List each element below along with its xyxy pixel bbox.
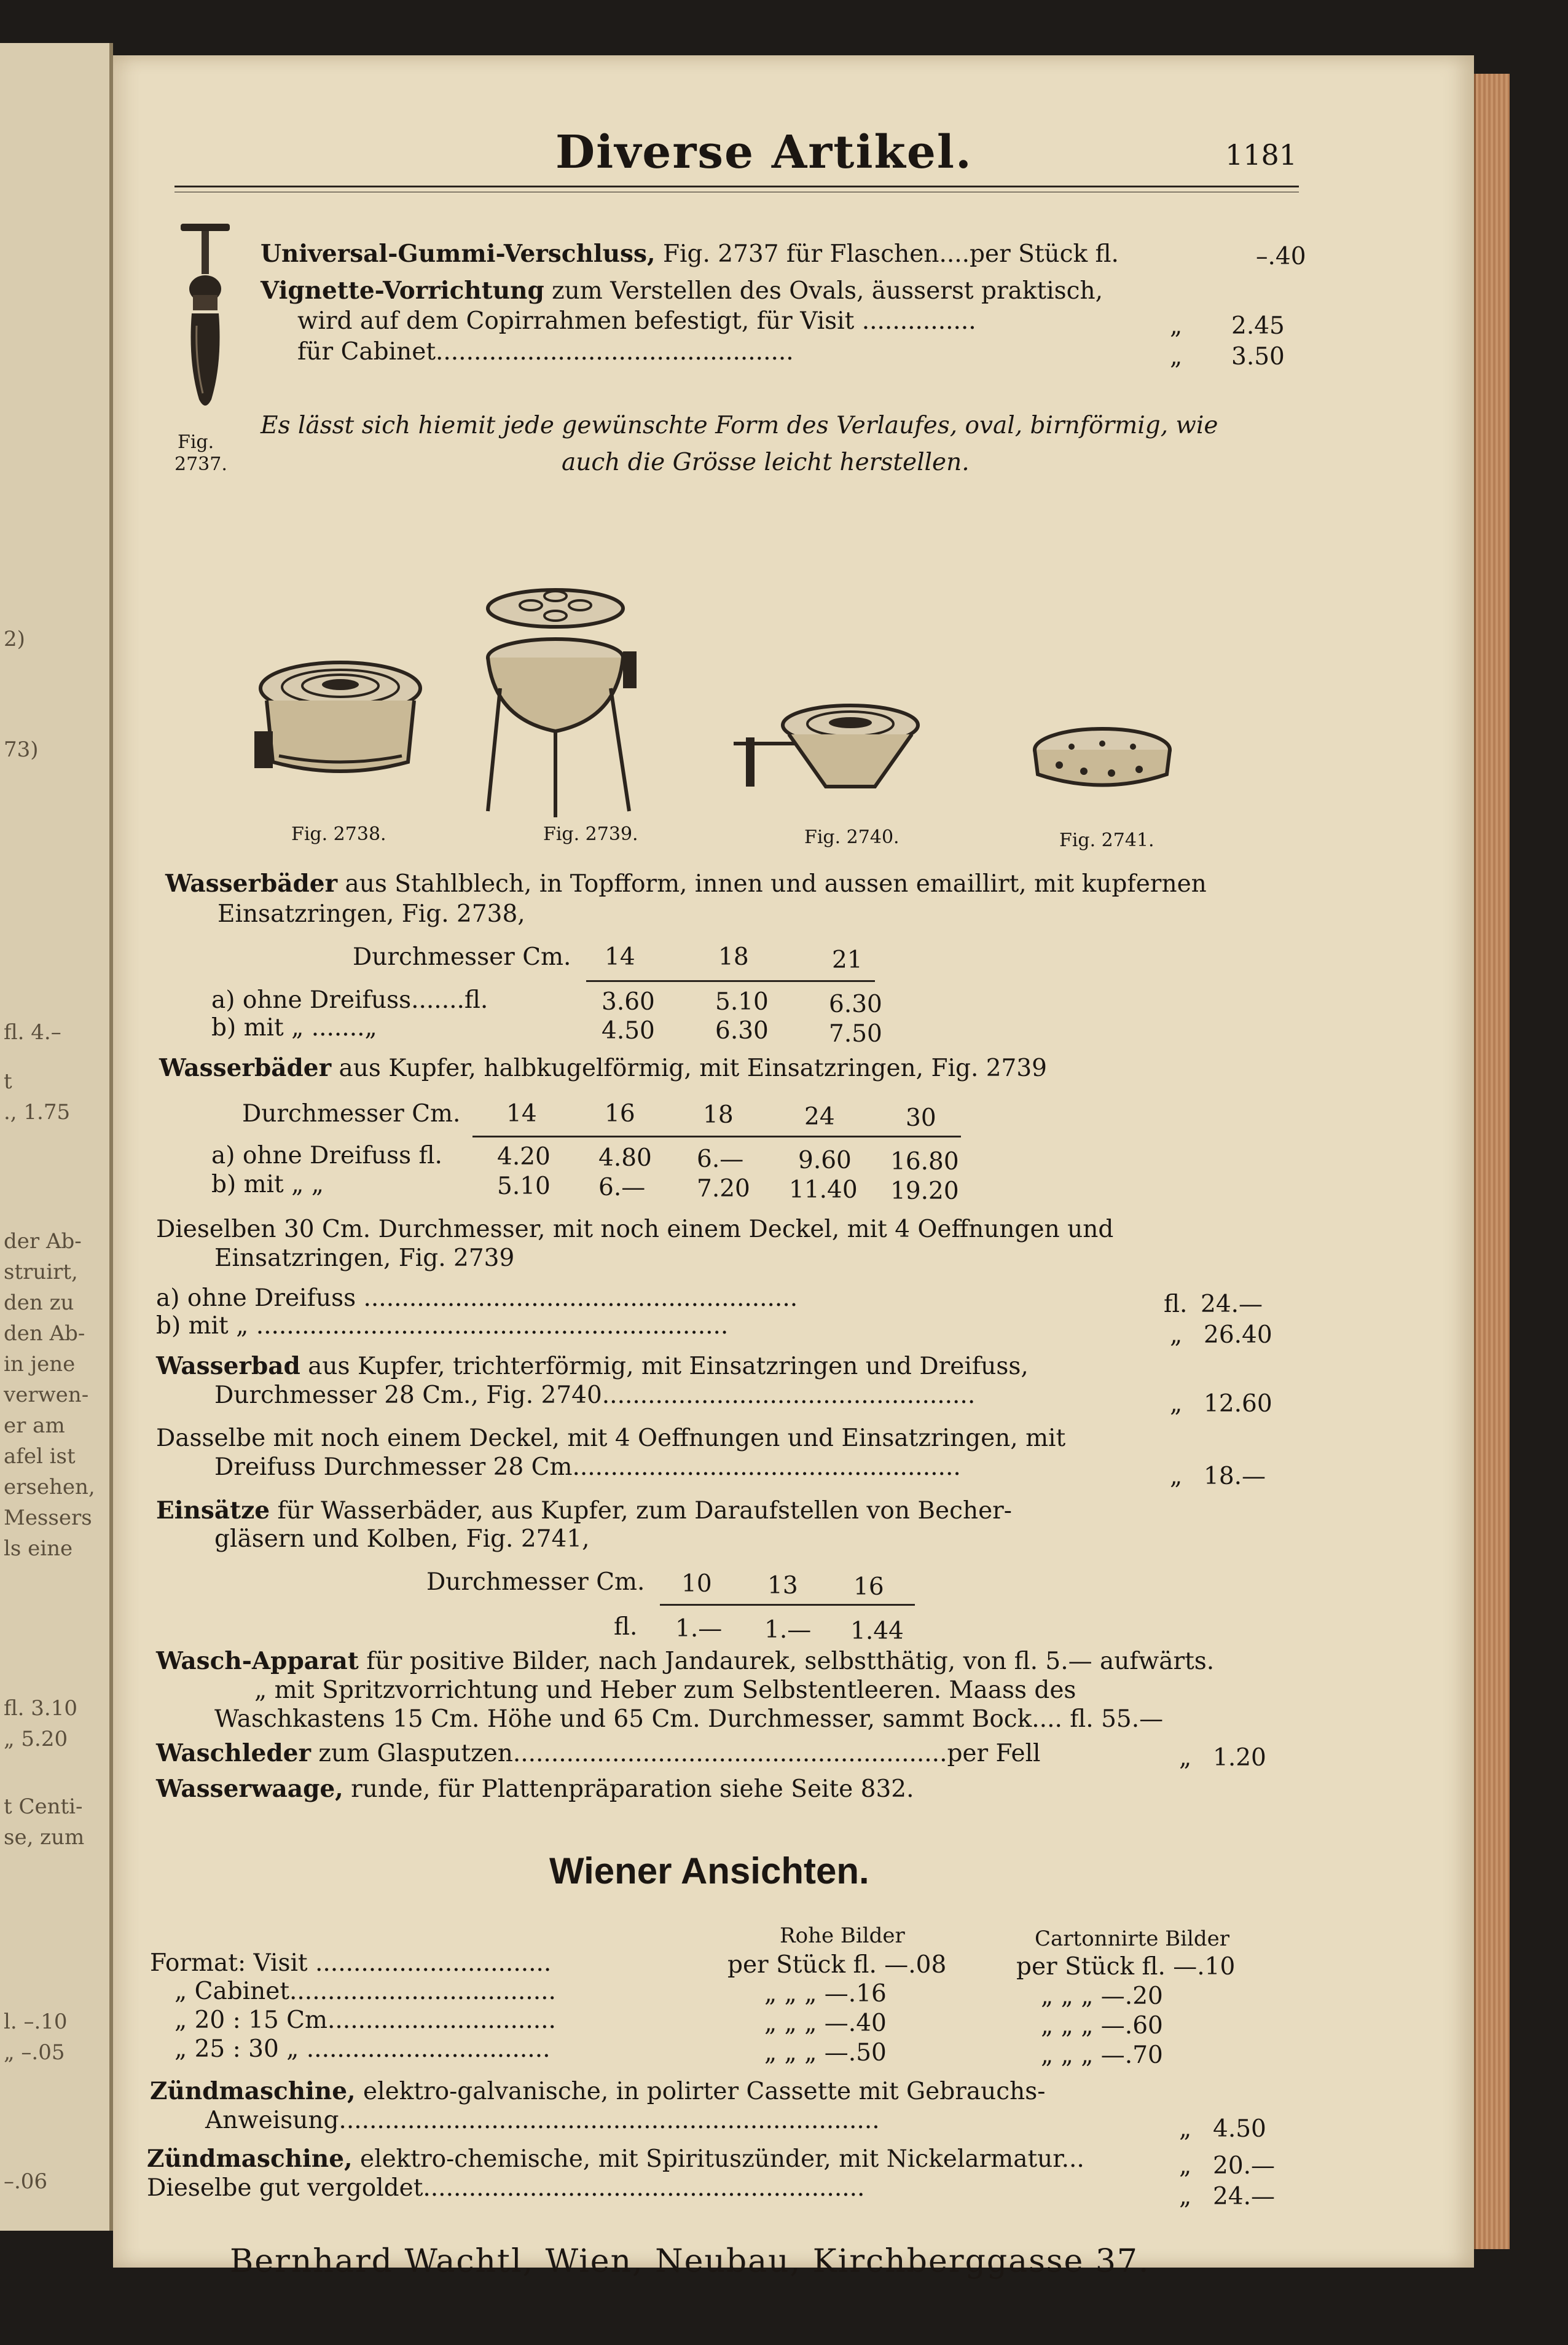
table-header: 14: [506, 1100, 537, 1128]
margin-fragment: fl. 4.–: [4, 1020, 61, 1045]
item-name: Zündmaschine,: [150, 2077, 356, 2105]
item-text: Fig. 2737 für Flaschen....per Stück fl.: [662, 240, 1119, 268]
margin-fragment: ., 1.75: [4, 1100, 71, 1125]
wiener-row-cartonnirt: per Stück fl. —.10: [1016, 1953, 1236, 1981]
table-cell: 11.40: [789, 1176, 858, 1204]
vignette-visit-price: 2.45: [1231, 312, 1285, 340]
table-cell: 6.30: [715, 1017, 769, 1045]
dieselben-line: Dieselben 30 Cm. Durchmesser, mit noch einem Deckel, mit 4 Oeffnungen und: [156, 1216, 1114, 1243]
fig-2740-label: Fig. 2740.: [804, 827, 900, 848]
margin-fragment: struirt,: [4, 1260, 78, 1284]
wasserbad-line: [156, 1352, 1029, 1380]
item-text: runde, für Plattenpräparation siehe Seite 832.: [351, 1775, 914, 1803]
table-header: 18: [718, 943, 749, 971]
table-cell: 7.50: [829, 1020, 882, 1048]
fig-2737-label: Fig.: [178, 431, 214, 453]
vignette-cabinet-price: 3.50: [1231, 343, 1285, 371]
margin-fragment: 2): [4, 627, 25, 651]
item-text: zum Glasputzen.........................................................per Fell: [318, 1740, 1041, 1767]
margin-fragment: „ 5.20: [4, 1727, 68, 1751]
item-name: Vignette-Vorrichtung: [261, 277, 544, 305]
vignette-visit: wird auf dem Copirrahmen befestigt, für Visit ...............: [297, 307, 976, 335]
table-header: 14: [605, 943, 635, 971]
vignette-cabinet: für Cabinet...............................................: [297, 338, 794, 366]
margin-fragment: der Ab-: [4, 1229, 82, 1254]
zuendmaschine-vergoldet-ditto: „: [1179, 2183, 1192, 2210]
col-header-cartonnirte: Cartonnirte Bilder: [1035, 1927, 1230, 1951]
margin-fragment: se, zum: [4, 1825, 85, 1850]
table-cell: 5.10: [715, 988, 769, 1016]
fig-2739-water-bath: [488, 590, 637, 817]
table-cell: 19.20: [890, 1177, 959, 1205]
item-name: Waschleder: [156, 1739, 311, 1767]
item-text: zum Verstellen des Ovals, äusserst praktisch,: [552, 277, 1103, 305]
item-name: Wasserbäder: [159, 1054, 332, 1082]
margin-fragment: t: [4, 1069, 12, 1094]
table-header: 13: [767, 1572, 798, 1600]
dieselben-b-ditto: „: [1170, 1321, 1183, 1349]
item-text: für Wasserbäder, aus Kupfer, zum Daraufstellen von Becher-: [277, 1497, 1012, 1525]
item-text: aus Kupfer, trichterförmig, mit Einsatzringen und Dreifuss,: [308, 1353, 1029, 1380]
margin-fragment: den zu: [4, 1290, 74, 1315]
vignette-line: [261, 277, 1103, 305]
table-header: 30: [906, 1104, 936, 1132]
wiener-row-cartonnirt: „ „ „ —.60: [1041, 2012, 1163, 2040]
margin-fragment: ersehen,: [4, 1475, 95, 1499]
item-name: Wasserbäder: [165, 870, 338, 898]
zuendmaschine-chemisch-ditto: „: [1179, 2152, 1192, 2180]
table-cell: 5.10: [497, 1172, 551, 1200]
row-label: a) ohne Dreifuss.......fl.: [211, 986, 488, 1014]
wiener-row-label: „ 25 : 30 „ ................................: [174, 2035, 551, 2063]
margin-fragment: ls eine: [4, 1536, 73, 1561]
margin-fragment: fl. 3.10: [4, 1696, 77, 1721]
wiener-row-cartonnirt: „ „ „ —.70: [1041, 2041, 1163, 2069]
wasserbaeder-kupfer-line: [159, 1054, 1047, 1082]
dieselben-a: a) ohne Dreifuss .........................................................: [156, 1284, 798, 1312]
margin-fragment: –.06: [4, 2169, 48, 2194]
dieselben-line-2: Einsatzringen, Fig. 2739: [214, 1244, 515, 1272]
margin-fragment: er am: [4, 1413, 65, 1438]
item-name: Einsätze: [156, 1496, 270, 1525]
row-label: fl.: [614, 1613, 638, 1641]
fig-2739-label: Fig. 2739.: [543, 823, 638, 845]
margin-fragment: afel ist: [4, 1444, 76, 1469]
table-cell: 7.20: [697, 1175, 750, 1203]
item-name: Wasch-Apparat: [156, 1647, 359, 1675]
fig-2741-label: Fig. 2741.: [1059, 830, 1154, 851]
table-cell: 6.—: [697, 1145, 744, 1173]
margin-fragment: t Centi-: [4, 1794, 83, 1819]
fig-2740-water-bath: [734, 705, 918, 787]
table-cell: 4.50: [602, 1017, 655, 1045]
table-label: Durchmesser Cm.: [426, 1568, 645, 1596]
table-cell: 6.—: [598, 1174, 646, 1201]
wiener-row-rohe: „ „ „ —.16: [764, 1980, 887, 2008]
table-rule: [586, 980, 875, 982]
catalog-page: [113, 55, 1474, 2280]
vignette-cabinet-ditto: „: [1170, 343, 1183, 371]
table-rule: [472, 1136, 961, 1137]
table-label: Durchmesser Cm.: [242, 1100, 461, 1128]
section-title: Wiener Ansichten.: [549, 1850, 869, 1891]
wiener-row-label: „ 20 : 15 Cm..............................: [174, 2006, 556, 2034]
stopper-illustration: [174, 221, 236, 424]
zuendmaschine-vergoldet-line: Dieselbe gut vergoldet..........................................................: [147, 2174, 865, 2202]
einsaetze-line: [156, 1496, 1012, 1525]
wiener-row-rohe: „ „ „ —.40: [764, 2009, 887, 2037]
page-number: 1181: [1225, 138, 1298, 171]
vignette-note: Es lässt sich hiemit jede gewünschte Form des Verlaufes, oval, birnförmig, wie: [261, 412, 1218, 439]
waschleder-line: [156, 1739, 1041, 1767]
row-label: a) ohne Dreifuss fl.: [211, 1142, 442, 1169]
fig-2741-insert-rings: [1035, 729, 1170, 785]
header-rule: [174, 186, 1299, 187]
margin-fragment: 73): [4, 737, 39, 762]
wasch-apparat-line-2: „ mit Spritzvorrichtung und Heber zum Selbstentleeren. Maass des: [254, 1676, 1076, 1704]
dasselbe-ditto: „: [1170, 1463, 1183, 1490]
item-text: elektro-chemische, mit Spirituszünder, mit Nickelarmatur...: [360, 2145, 1084, 2173]
zuendmaschine-vergoldet-price: 24.—: [1213, 2183, 1276, 2210]
gummi-price: –.40: [1256, 243, 1306, 270]
table-header: 16: [853, 1573, 884, 1601]
zuendmaschine-chemisch-price: 20.—: [1213, 2152, 1276, 2180]
zuendmaschine-chemisch-line: [147, 2145, 1084, 2173]
einsaetze-line-2: gläsern und Kolben, Fig. 2741,: [214, 1525, 590, 1553]
table-rule: [660, 1604, 915, 1606]
table-cell: 1.44: [850, 1617, 904, 1645]
item-name: Universal-Gummi-Verschluss,: [261, 240, 656, 268]
wiener-row-cartonnirt: „ „ „ —.20: [1041, 1982, 1163, 2010]
publisher-footer: Bernhard Wachtl, Wien, Neubau, Kirchberggasse 37.: [230, 2243, 1150, 2280]
table-cell: 1.—: [675, 1615, 723, 1643]
col-header-rohe: Rohe Bilder: [780, 1923, 905, 1948]
wiener-row-label: „ Cabinet...................................: [174, 1978, 556, 2005]
wasserbad-ditto: „: [1170, 1390, 1183, 1418]
table-cell: 6.30: [829, 991, 882, 1018]
dasselbe-line: Dasselbe mit noch einem Deckel, mit 4 Oeffnungen und Einsatzringen, mit: [156, 1424, 1066, 1452]
table-header: 10: [681, 1570, 712, 1598]
fig-2737-number: 2737.: [174, 454, 227, 475]
item-text: aus Stahlblech, in Topfform, innen und aussen emaillirt, mit kupfernen: [345, 870, 1207, 898]
item-text: für positive Bilder, nach Jandaurek, selbstthätig, von fl. 5.— aufwärts.: [366, 1648, 1215, 1675]
item-text: aus Kupfer, halbkugelförmig, mit Einsatzringen, Fig. 2739: [339, 1055, 1047, 1082]
wiener-row-rohe: per Stück fl. —.08: [727, 1951, 947, 1979]
item-name: Wasserwaage,: [156, 1775, 343, 1803]
table-header: 21: [832, 946, 863, 974]
wiener-row-label: Format: Visit ...............................: [150, 1949, 552, 1977]
table-header: 18: [703, 1101, 734, 1129]
table-label: Durchmesser Cm.: [353, 943, 571, 971]
dieselben-b-price: 26.40: [1204, 1321, 1272, 1349]
wasserbaeder-stahl-line: [165, 870, 1207, 898]
wasserbad-line-2: Durchmesser 28 Cm., Fig. 2740.................................................: [214, 1381, 976, 1409]
zuendmaschine-galvanisch-price: 4.50: [1213, 2115, 1266, 2143]
margin-fragment: verwen-: [4, 1383, 89, 1407]
row-label: b) mit „ „: [211, 1171, 324, 1198]
margin-fragment: in jene: [4, 1352, 76, 1377]
left-page-fragment: [0, 43, 113, 2231]
table-cell: 3.60: [602, 988, 655, 1016]
dieselben-a-currency: fl.: [1164, 1290, 1188, 1318]
margin-fragment: Messers: [4, 1506, 92, 1530]
table-cell: 1.—: [764, 1616, 812, 1644]
waschleder-price: 1.20: [1213, 1744, 1266, 1772]
wasserwaage-line: [156, 1775, 914, 1803]
waschleder-ditto: „: [1179, 1744, 1192, 1772]
margin-fragment: l. –.10: [4, 2009, 68, 2034]
row-label: b) mit „ .......„: [211, 1014, 377, 1042]
item-name: Wasserbad: [156, 1352, 300, 1380]
wasserbaeder-stahl-line-2: Einsatzringen, Fig. 2738,: [218, 900, 525, 928]
vignette-note-2: auch die Grösse leicht herstellen.: [562, 449, 970, 476]
figures-illustration: [254, 578, 1330, 836]
margin-fragment: den Ab-: [4, 1321, 85, 1346]
page-edge: [1474, 74, 1510, 2249]
item-name: Zündmaschine,: [147, 2145, 353, 2173]
table-cell: 4.20: [497, 1143, 551, 1171]
zuendmaschine-galvanisch-line: [150, 2077, 1045, 2105]
wasch-apparat-line: [156, 1647, 1214, 1675]
dieselben-a-price: 24.—: [1201, 1290, 1263, 1318]
dasselbe-price: 18.—: [1204, 1463, 1266, 1490]
table-cell: 9.60: [798, 1147, 852, 1174]
table-header: 16: [605, 1100, 635, 1128]
wasserbad-price: 12.60: [1204, 1390, 1272, 1418]
vignette-visit-ditto: „: [1170, 312, 1183, 340]
wiener-row-rohe: „ „ „ —.50: [764, 2039, 887, 2067]
gummi-line: [261, 240, 1119, 268]
page-title: Diverse Artikel.: [555, 126, 973, 179]
dieselben-b: b) mit „ ..............................................................: [156, 1312, 729, 1340]
item-text: elektro-galvanische, in polirter Cassette mit Gebrauchs-: [363, 2078, 1046, 2105]
zuendmaschine-galvanisch-line-2: Anweisung.......................................................................: [205, 2107, 880, 2134]
table-cell: 16.80: [890, 1148, 959, 1176]
table-header: 24: [804, 1103, 835, 1131]
margin-fragment: „ –.05: [4, 2040, 65, 2065]
fig-2738-label: Fig. 2738.: [291, 823, 386, 845]
zuendmaschine-galvanisch-ditto: „: [1179, 2115, 1192, 2143]
wasch-apparat-line-3: Waschkastens 15 Cm. Höhe und 65 Cm. Durchmesser, sammt Bock.... fl. 55.—: [214, 1705, 1164, 1733]
dasselbe-line-2: Dreifuss Durchmesser 28 Cm...................................................: [214, 1453, 961, 1481]
table-cell: 4.80: [598, 1144, 652, 1172]
fig-2738-water-bath: [254, 662, 420, 771]
